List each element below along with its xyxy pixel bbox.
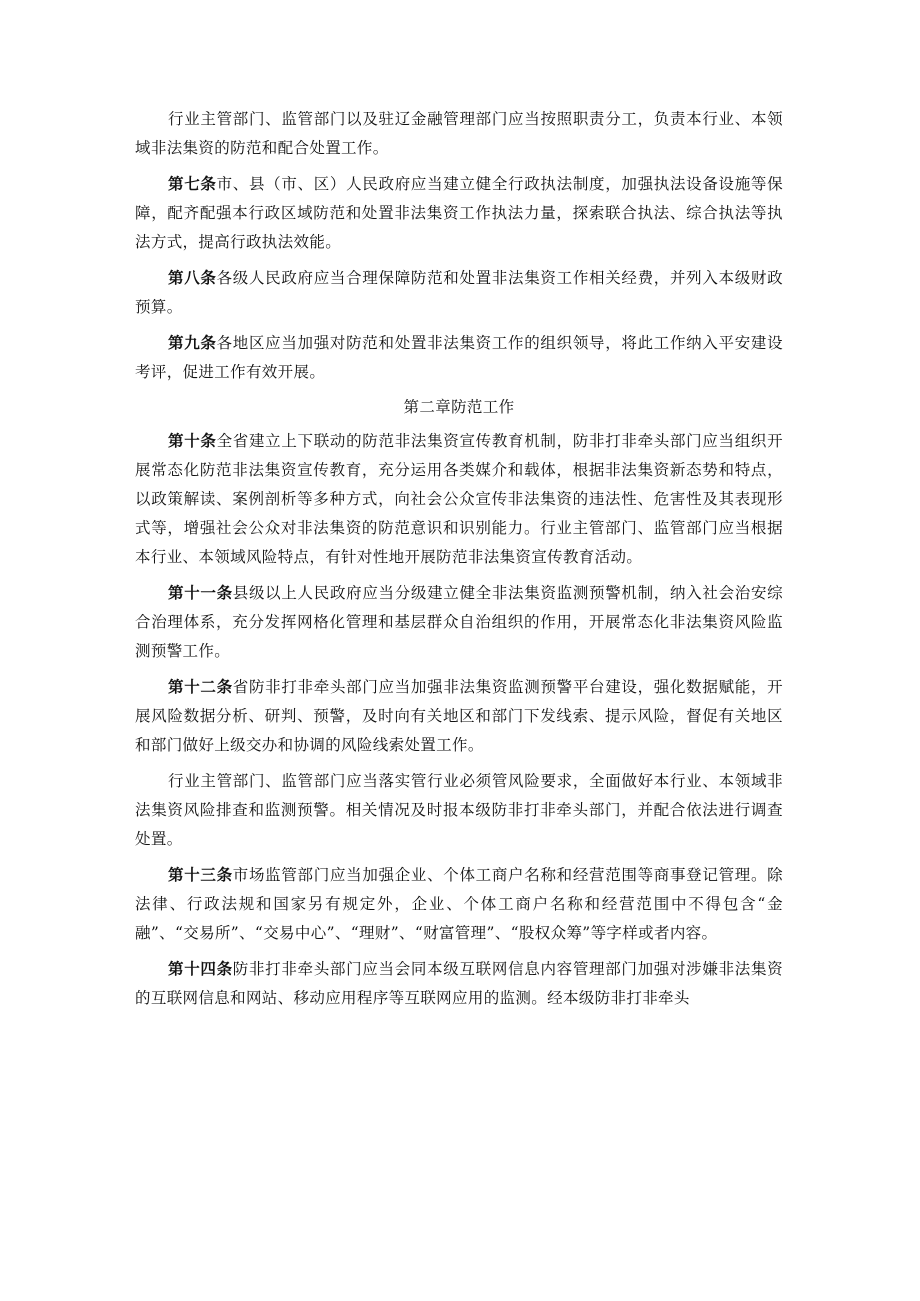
paragraph-article-11	[135, 578, 783, 666]
article-number: 第七条	[168, 174, 217, 193]
paragraph-text: 县级以上人民政府应当分级建立健全非法集资监测预警机制，纳入社会治安综合治理体系，充分发挥网格化管理和基层群众自治组织的作用，开展常态化非法集资风险监测预警工作。	[135, 584, 783, 660]
paragraph-article-9	[135, 328, 783, 387]
paragraph-text: 市、县（市、区）人民政府应当建立健全行政执法制度，加强执法设备设施等保障，配齐配强本行政区域防范和处置非法集资工作执法力量，探索联合执法、综合执法等执法方式，提高行政执法效能。	[135, 175, 783, 251]
paragraph-article-8	[135, 263, 783, 322]
article-number: 第十条	[168, 431, 217, 450]
article-number: 第十三条	[168, 865, 233, 884]
paragraph-text: 行业主管部门、监管部门应当落实管行业必须管风险要求，全面做好本行业、本领域非法集资风险排查和监测预警。相关情况及时报本级防非打非牵头部门，并配合依法进行调查处置。	[135, 772, 783, 848]
chapter-heading: 第二章防范工作	[403, 398, 515, 416]
paragraph-text: 全省建立上下联动的防范非法集资宣传教育机制，防非打非牵头部门应当组织开展常态化防范非法集资宣传教育，充分运用各类媒介和载体，根据非法集资新态势和特点，以政策解读、案例剖析等多种方式，向社会公众宣传非法集资的违法性、危害性及其表现形式等，增强社会公众对非法集资的防范意识和识别能力。行业主管部门、监管部门应当根据本行业、本领域风险特点，有针对性地开展防范非法集资宣传教育活动。	[135, 432, 783, 566]
article-number: 第十四条	[168, 959, 233, 978]
paragraph-article-12-cont	[135, 766, 783, 854]
paragraph-article-13	[135, 860, 783, 948]
paragraph-article-10	[135, 426, 783, 572]
paragraph-text: 省防非打非牵头部门应当加强非法集资监测预警平台建设，强化数据赋能，开展风险数据分析、研判、预警，及时向有关地区和部门下发线索、提示风险，督促有关地区和部门做好上级交办和协调的风险线索处置工作。	[135, 678, 783, 754]
document-body	[135, 104, 783, 1019]
paragraph-article-7	[135, 169, 783, 257]
paragraph-text: 行业主管部门、监管部门以及驻辽金融管理部门应当按照职责分工，负责本行业、本领域非法集资的防范和配合处置工作。	[135, 110, 783, 157]
paragraph-0	[135, 104, 783, 163]
paragraph-text: 防非打非牵头部门应当会同本级互联网信息内容管理部门加强对涉嫌非法集资的互联网信息和网站、移动应用程序等互联网应用的监测。经本级防非打非牵头	[135, 960, 783, 1007]
paragraph-article-14	[135, 954, 783, 1013]
paragraph-article-12	[135, 672, 783, 760]
paragraph-text: 市场监管部门应当加强企业、个体工商户名称和经营范围等商事登记管理。除法律、行政法规和国家另有规定外，企业、个体工商户名称和经营范围中不得包含“金融”、“交易所”、“交易中心”、“理财”、“财富管理”、“股权众筹”等字样或者内容。	[135, 866, 783, 942]
article-number: 第十二条	[168, 677, 233, 696]
article-number: 第十一条	[168, 583, 233, 602]
paragraph-text: 各地区应当加强对防范和处置非法集资工作的组织领导，将此工作纳入平安建设考评，促进工作有效开展。	[135, 334, 783, 381]
article-number: 第八条	[168, 268, 217, 287]
paragraph-text: 各级人民政府应当合理保障防范和处置非法集资工作相关经费，并列入本级财政预算。	[135, 269, 783, 316]
article-number: 第九条	[168, 333, 217, 352]
